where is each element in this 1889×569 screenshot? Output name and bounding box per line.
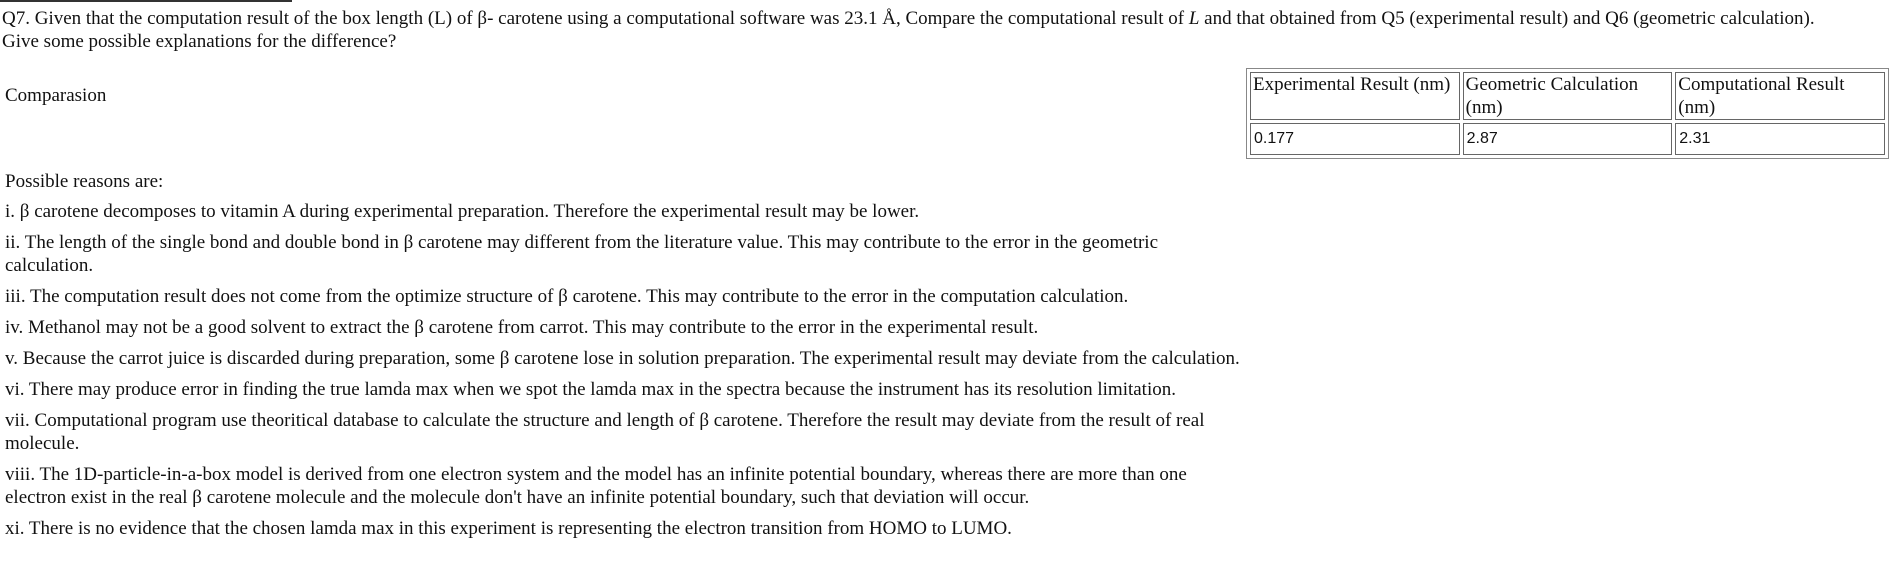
comparison-label: Comparasion (5, 85, 107, 106)
value-geometric: 2.87 (1466, 130, 1498, 147)
reason-item-v: v. Because the carrot juice is discarded during preparation, some β carotene lose in solution preparation. The experimental result may deviate from the calculation. (5, 348, 1240, 369)
reasons-title: Possible reasons are: (5, 171, 164, 192)
cell-computational (1675, 123, 1885, 155)
reason-item-iv: iv. Methanol may not be a good solvent to extract the β carotene from carrot. This may contribute to the error in the experimental result. (5, 317, 1039, 338)
table-row (1250, 123, 1885, 155)
header-computational: Computational Result (nm) (1675, 72, 1885, 120)
question-text (2, 7, 1842, 53)
cell-experimental (1250, 123, 1460, 155)
reason-item-vi: vi. There may produce error in finding the true lamda max when we spot the lamda max in the spectra because the instrument has its resolution limitation. (5, 379, 1176, 400)
reason-item-xi: xi. There is no evidence that the chosen lamda max in this experiment is representing the electron transition from HOMO to LUMO. (5, 518, 1012, 539)
table-header-row (1250, 72, 1885, 120)
top-divider (0, 0, 292, 2)
comparison-table (1246, 68, 1889, 159)
reason-item-i: i. β carotene decomposes to vitamin A during experimental preparation. Therefore the experimental result may be lower. (5, 201, 920, 222)
question-text-before: Q7. Given that the computation result of the box length (L) of β- carotene using a computational software was 23.1 Å, Compare the computational result of (2, 8, 1189, 29)
reason-item-iii: iii. The computation result does not come from the optimize structure of β carotene. This may contribute to the error in the computation calculation. (5, 286, 1129, 307)
reasons-list (5, 200, 1245, 548)
question-variable: L (1188, 8, 1200, 29)
reason-item-viii: viii. The 1D-particle-in-a-box model is derived from one electron system and the model has an infinite potential boundary, whereas there are more than one electron exist in the real β carotene molecule and the molecule don't have an infinite potential boundary, such that deviation will occur. (5, 464, 1187, 508)
question-text-after: and that obtained from Q5 (experimental result) and Q6 (geometric calculation). Give some possible explanations for the difference? (2, 8, 1815, 52)
reason-item-ii: ii. The length of the single bond and double bond in β carotene may different from the literature value. This may contribute to the error in the geometric calculation. (5, 232, 1159, 276)
cell-geometric (1463, 123, 1673, 155)
reason-item-vii: vii. Computational program use theoritical database to calculate the structure and length of β carotene. Therefore the result may deviate from the result of real molecule. (5, 410, 1205, 454)
header-geometric: Geometric Calculation (nm) (1463, 72, 1673, 120)
header-experimental: Experimental Result (nm) (1250, 72, 1460, 120)
value-experimental: 0.177 (1254, 130, 1295, 147)
value-computational: 2.31 (1679, 130, 1711, 147)
